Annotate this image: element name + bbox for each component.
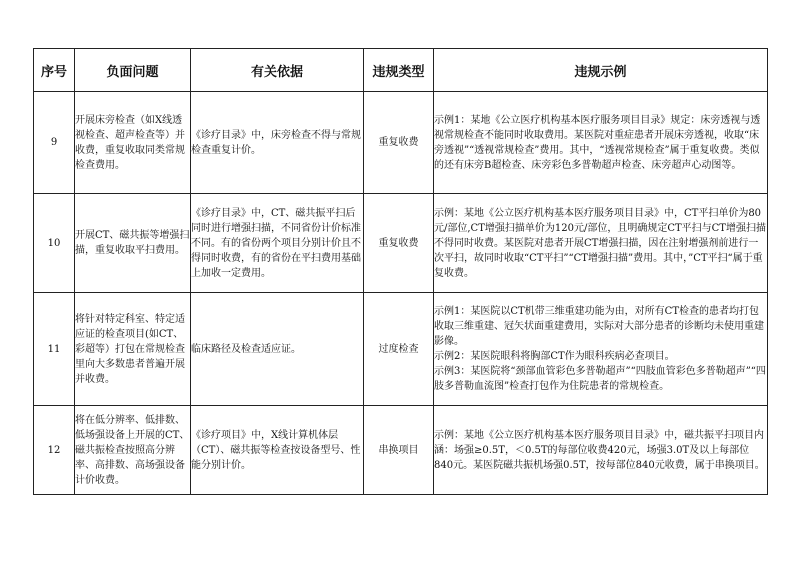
table-row	[34, 406, 768, 495]
table-row	[34, 92, 768, 194]
example-text: 示例3：某医院将“颈部血管彩色多普勒超声”“四肢血管彩色多普勒超声”“四肢多普勒血流图”检查打包作为住院患者的常规检查。	[434, 366, 766, 392]
example-cell	[434, 194, 768, 293]
example-text: 示例1：某地《公立医疗机构基本医疗服务项目目录》规定：床旁透视与透视常规检查不能同时收取费用。某医院对重症患者开展床旁透视，收取“床旁透视”“透视常规检查”费用。其中，“透视常规检查”属于重复收费。类似的还有床旁B超检查、床旁彩色多普勒超声检查、床旁超声心动图等。	[434, 114, 761, 171]
problem-cell: 开展CT、磁共振等增强扫描，重复收取平扫费用。	[75, 194, 191, 293]
basis-cell: 临床路径及检查适应证。	[191, 293, 364, 406]
header-num: 序号	[34, 49, 75, 92]
violation-type-cell: 重复收费	[364, 194, 434, 293]
table-row	[34, 194, 768, 293]
violation-type-cell: 重复收费	[364, 92, 434, 194]
violation-type-cell: 串换项目	[364, 406, 434, 495]
header-problem: 负面问题	[75, 49, 191, 92]
example-cell	[434, 293, 768, 406]
problem-cell: 将在低分辨率、低排数、低场强设备上开展的CT、磁共振检查按照高分辨率、高排数、高场强设备计价收费。	[75, 406, 191, 495]
header-type: 违规类型	[364, 49, 434, 92]
header-row	[34, 49, 768, 92]
violation-table	[33, 48, 768, 495]
table-row	[34, 293, 768, 406]
problem-cell: 开展床旁检查（如X线透视检查、超声检查等）并收费，重复收取同类常规检查费用。	[75, 92, 191, 194]
row-number: 11	[34, 293, 75, 406]
row-number: 12	[34, 406, 75, 495]
example-text: 示例1：某医院以CT机带三维重建功能为由，对所有CT检查的患者均打包收取三维重建、冠矢状面重建费用，实际对大部分患者的诊断均未使用重建影像。	[434, 306, 764, 347]
example-cell	[434, 406, 768, 495]
row-number: 9	[34, 92, 75, 194]
header-example: 违规示例	[434, 49, 768, 92]
problem-cell: 将针对特定科室、特定适应证的检查项目(如CT、彩超等）打包在常规检查里向大多数患者普遍开展并收费。	[75, 293, 191, 406]
header-basis: 有关依据	[191, 49, 364, 92]
example-text: 示例：某地《公立医疗机构基本医疗服务项目目录》中，CT平扫单价为80元/部位,CT增强扫描单价为120元/部位，且明确规定CT平扫与CT增强扫描不得同时收费。某医院对患者开展CT增强扫描，因在注射增强剂前进行一次平扫，故同时收取“CT平扫”“CT增强扫描”费用。其中，”CT平扫“属于重复收费。	[434, 207, 766, 279]
basis-cell: 《诊疗目录》中，床旁检查不得与常规检查重复计价。	[191, 92, 364, 194]
violation-type-cell: 过度检查	[364, 293, 434, 406]
example-cell	[434, 92, 768, 194]
row-number: 10	[34, 194, 75, 293]
basis-cell: 《诊疗项目》中，X线计算机体层（CT）、磁共振等检查按设备型号、性能分别计价。	[191, 406, 364, 495]
basis-cell: 《诊疗目录》中，CT、磁共振平扫后同时进行增强扫描，不同省份计价标准不同。有的省份两个项目分别计价且不得同时收费，有的省份在平扫费用基础上加收一定费用。	[191, 194, 364, 293]
example-text: 示例：某地《公立医疗机构基本医疗服务项目目录》中，磁共振平扫项目内涵：场强≥0.5T，＜0.5T的每部位收费420元，场强3.0T及以上每部位840元。某医院磁共振机场强0.5T，按每部位840元收费，属于串换项目。	[434, 429, 765, 471]
example-text: 示例2：某医院眼科将胸部CT作为眼科疾病必查项目。	[434, 351, 675, 362]
